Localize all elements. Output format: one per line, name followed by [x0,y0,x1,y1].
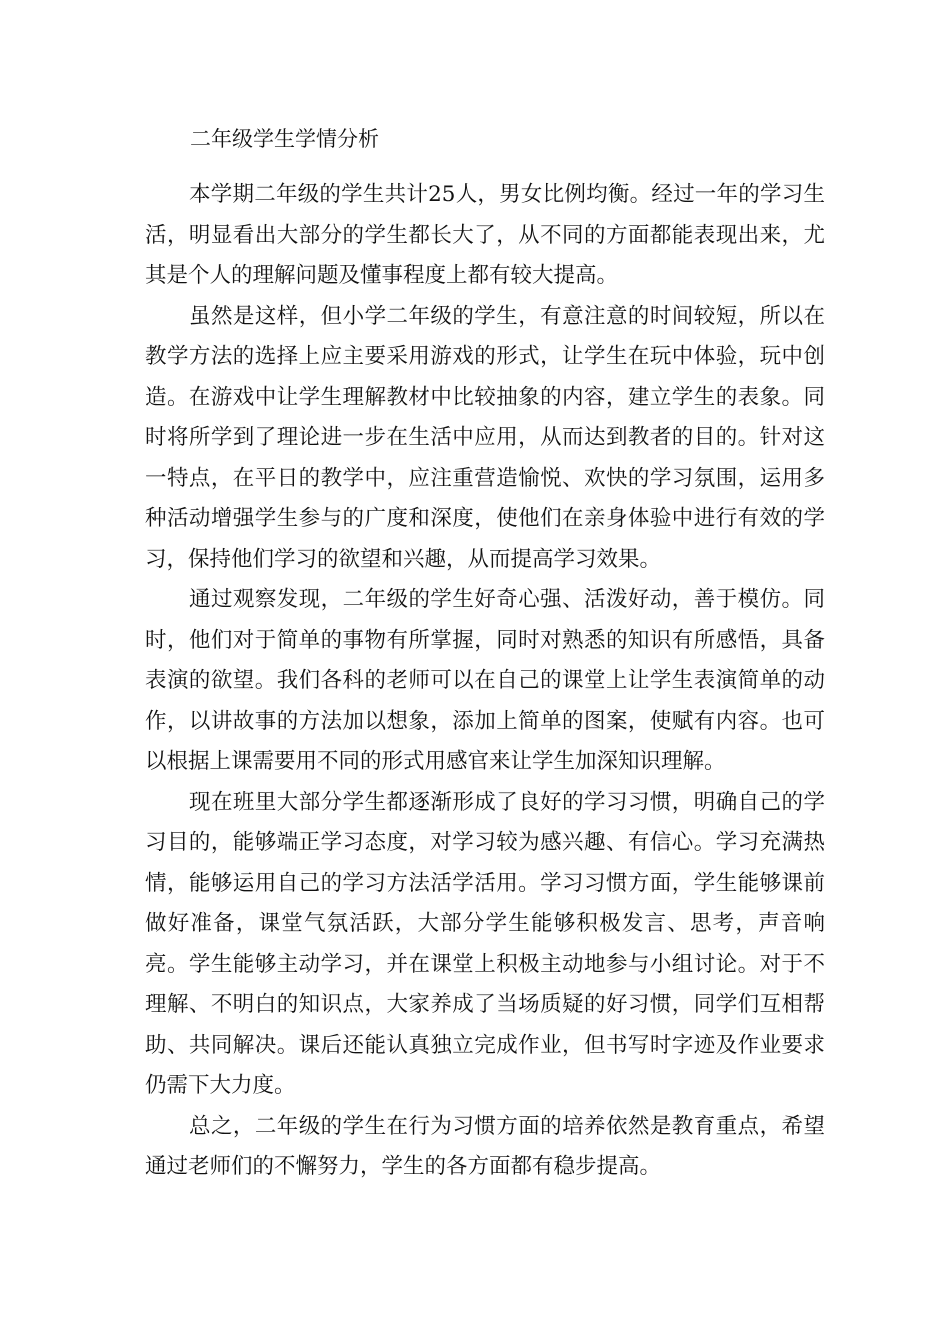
paragraph-2: 虽然是这样，但小学二年级的学生，有意注意的时间较短，所以在教学方法的选择上应主要采用游戏的形式，让学生在玩中体验，玩中创造。在游戏中让学生理解教材中比较抽象的内容，建立学生的表象。同时将所学到了理论进一步在生活中应用，从而达到教者的目的。针对这一特点，在平日的教学中，应注重营造愉悦、欢快的学习氛围，运用多种活动增强学生参与的广度和深度，使他们在亲身体验中进行有效的学习，保持他们学习的欲望和兴趣，从而提高学习效果。 [145,303,825,572]
document-title: 二年级学生学情分析 [190,127,379,151]
paragraph-3: 通过观察发现，二年级的学生好奇心强、活泼好动，善于模仿。同时，他们对于简单的事物有所掌握，同时对熟悉的知识有所感悟，具备表演的欲望。我们各科的老师可以在自己的课堂上让学生表演简单的动作，以讲故事的方法加以想象，添加上简单的图案，使赋有内容。也可以根据上课需要用不同的形式用感官来让学生加深知识理解。 [145,587,825,774]
paragraph-4: 现在班里大部分学生都逐渐形成了良好的学习习惯，明确自己的学习目的，能够端正学习态度，对学习较为感兴趣、有信心。学习充满热情，能够运用自己的学习方法活学活用。学习习惯方面，学生能够课前做好准备，课堂气氛活跃，大部分学生能够积极发言、思考，声音响亮。学生能够主动学习，并在课堂上积极主动地参与小组讨论。对于不理解、不明白的知识点，大家养成了当场质疑的好习惯，同学们互相帮助、共同解决。课后还能认真独立完成作业，但书写时字迹及作业要求仍需下大力度。 [145,789,825,1098]
paragraph-5: 总之，二年级的学生在行为习惯方面的培养依然是教育重点，希望通过老师们的不懈努力，学生的各方面都有稳步提高。 [145,1113,825,1179]
document-body [145,175,825,1188]
paragraph-1: 本学期二年级的学生共计25人，男女比例均衡。经过一年的学习生活，明显看出大部分的学生都长大了，从不同的方面都能表现出来，尤其是个人的理解问题及懂事程度上都有较大提高。 [145,182,825,288]
